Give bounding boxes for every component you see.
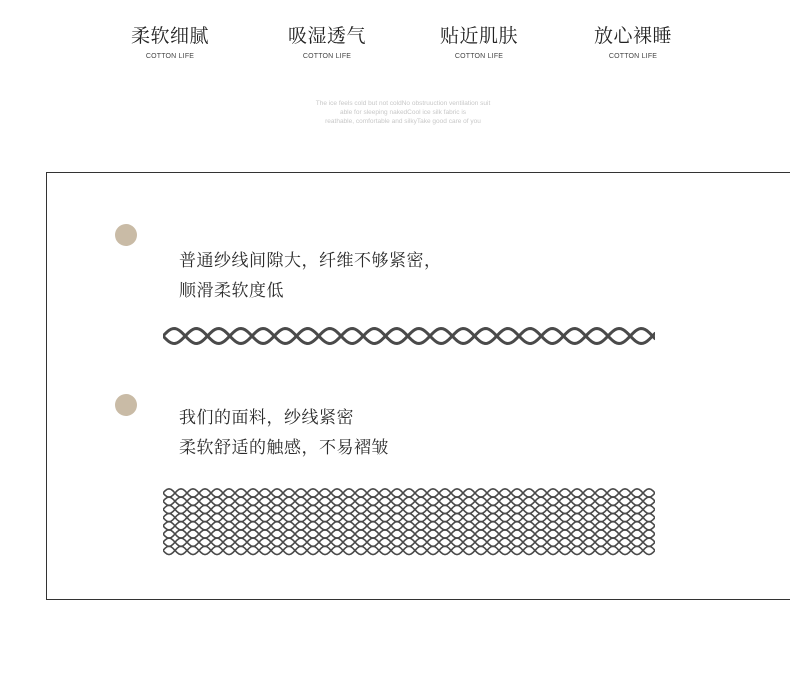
feature-subtitle: COTTON LIFE: [454, 53, 504, 60]
feature-title: 柔软细腻: [130, 25, 209, 47]
feature-title: 贴近肌肤: [439, 25, 518, 47]
feature-subtitle: COTTON LIFE: [608, 53, 658, 60]
ordinary-line-2: 顺滑柔软度低: [179, 281, 284, 301]
description-line: The ice feels cold but not coldNo obstruuction ventilation suit: [315, 100, 491, 107]
feature-row: [0, 22, 790, 72]
feature-title: 吸湿透气: [287, 25, 366, 47]
our-fabric-line-2: 柔软舒适的触感，不易褶皱: [179, 438, 389, 458]
description-line: able for sleeping nakedCool ice silk fabric is: [339, 109, 467, 116]
feature-subtitle: COTTON LIFE: [145, 53, 195, 60]
feature-subtitle: COTTON LIFE: [302, 53, 352, 60]
feature-item: [409, 22, 549, 62]
bullet-dot-icon: [115, 394, 137, 416]
feature-item: [100, 22, 240, 62]
feature-item: [257, 22, 397, 62]
comparison-card: [46, 172, 790, 600]
feature-item: [563, 22, 703, 62]
bullet-dot-icon: [115, 224, 137, 246]
ordinary-yarn-text: [179, 246, 442, 306]
our-fabric-text: [179, 403, 389, 463]
description-line: reathable, comfortable and silkyTake good care of you: [325, 118, 481, 125]
our-fabric-line-1: 我们的面料，纱线紧密: [179, 408, 354, 428]
ordinary-line-1: 普通纱线间隙大，纤维不够紧密，: [179, 251, 442, 271]
feature-title: 放心裸睡: [593, 25, 672, 47]
dense-weave-pattern-icon: [163, 487, 655, 557]
loose-weave-pattern-icon: [163, 321, 655, 351]
description-text: [270, 99, 536, 126]
